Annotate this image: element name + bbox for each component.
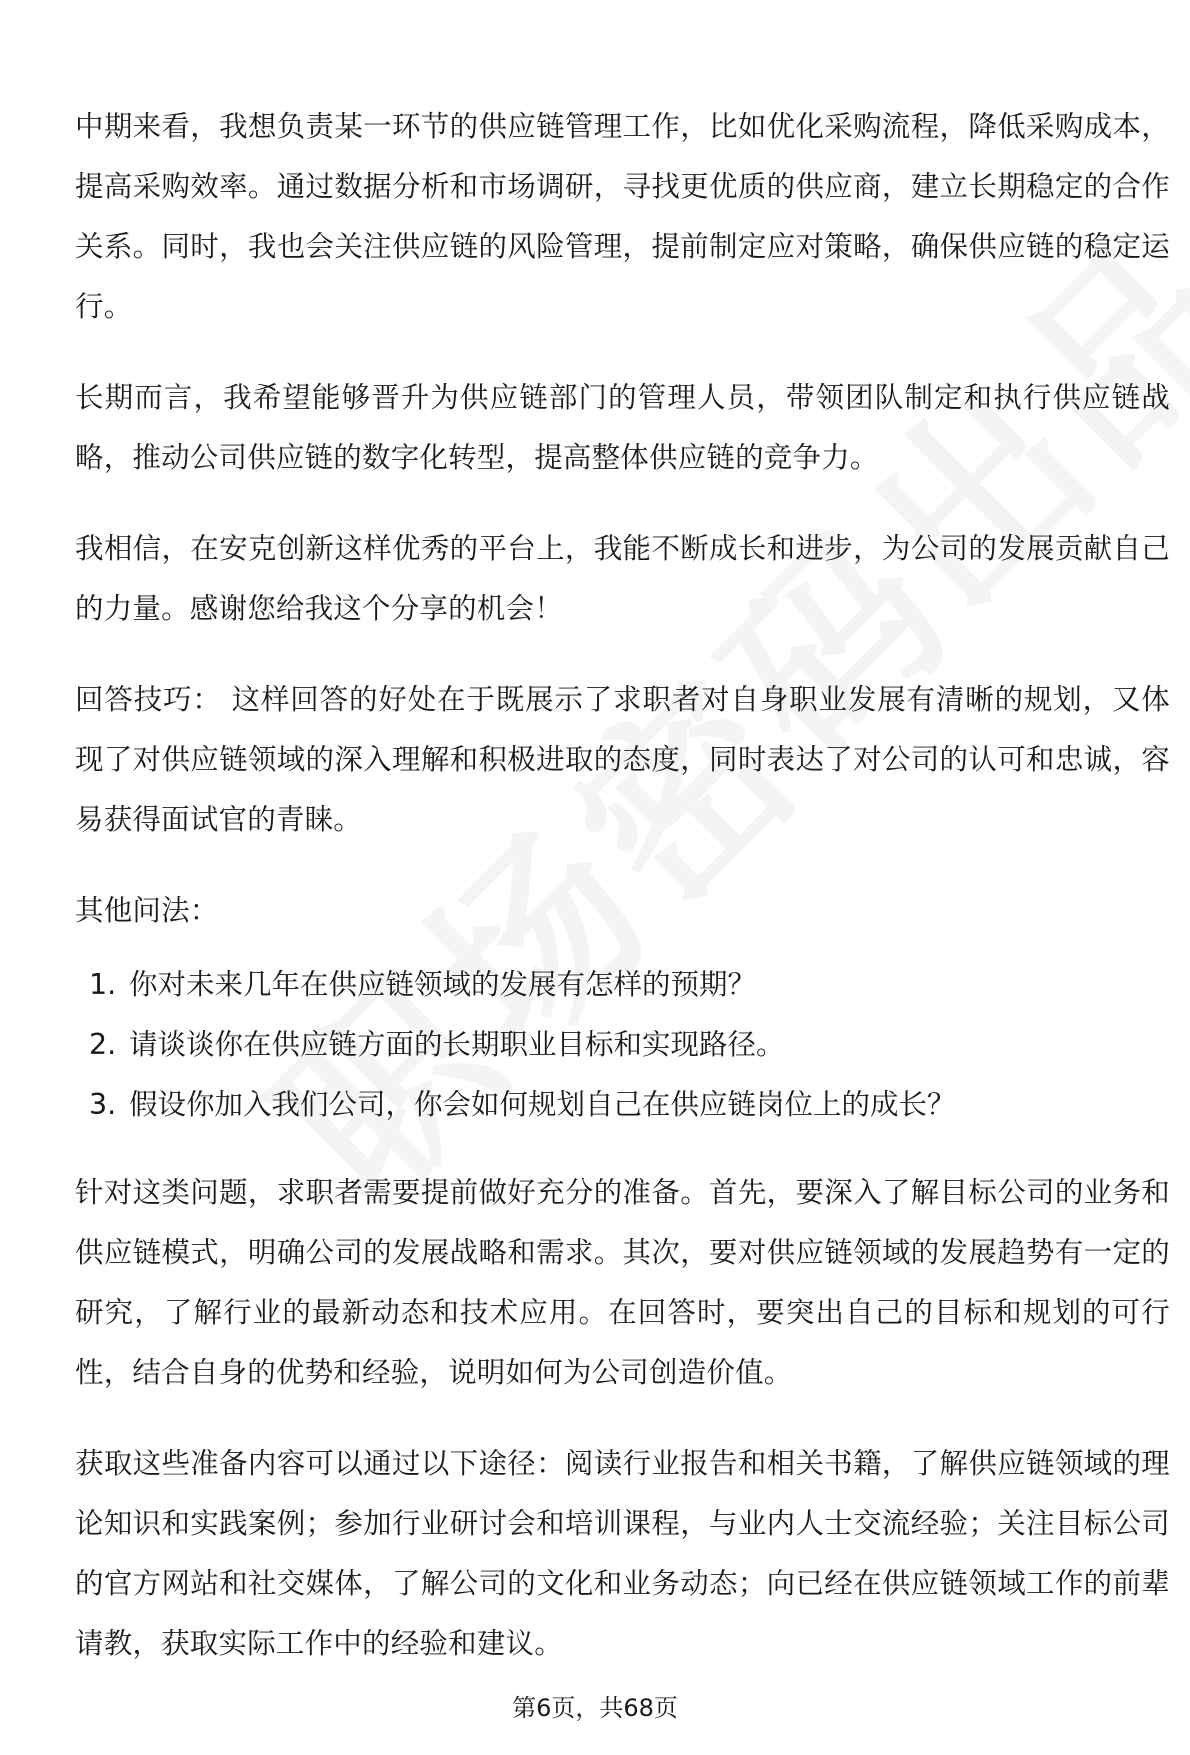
list-item-text: 请谈谈你在供应链方面的长期职业目标和实现路径。 [129,1028,785,1061]
page-number-footer: 第6页，共68页 [512,1694,678,1722]
paragraph-closing: 我相信，在安克创新这样优秀的平台上，我能不断成长和进步，为公司的发展贡献自己的力量。感谢您给我这个分享的机会！ [75,532,1170,625]
list-item-number: 2. [89,1028,117,1061]
list-item [75,1015,1170,1075]
list-item-text: 你对未来几年在供应链领域的发展有怎样的预期？ [129,968,757,1001]
document-body [75,97,1170,1705]
paragraph-mid-term: 中期来看，我想负责某一环节的供应链管理工作，比如优化采购流程，降低采购成本，提高采购效率。通过数据分析和市场调研，寻找更优质的供应商，建立长期稳定的合作关系。同时，我也会关注供应链的风险管理，提前制定应对策略，确保供应链的稳定运行。 [75,110,1170,323]
list-item-number: 3. [89,1088,117,1121]
list-item-number: 1. [89,968,117,1001]
paragraph-long-term: 长期而言，我希望能够晋升为供应链部门的管理人员，带领团队制定和执行供应链战略，推动公司供应链的数字化转型，提高整体供应链的竞争力。 [75,381,1170,474]
paragraph-sources: 获取这些准备内容可以通过以下途径：阅读行业报告和相关书籍，了解供应链领域的理论知识和实践案例；参加行业研讨会和培训课程，与业内人士交流经验；关注目标公司的官方网站和社交媒体，了解公司的文化和业务动态；向已经在供应链领域工作的前辈请教，获取实际工作中的经验和建议。 [75,1447,1170,1660]
list-item [75,955,1170,1015]
list-item [75,1075,1170,1135]
paragraph-other-questions-heading: 其他问法： [75,894,219,927]
list-item-text: 假设你加入我们公司，你会如何规划自己在供应链岗位上的成长？ [129,1088,956,1121]
other-questions-list [75,955,1170,1135]
paragraph-answer-tips: 回答技巧： 这样回答的好处在于既展示了求职者对自身职业发展有清晰的规划，又体现了对供应链领域的深入理解和积极进取的态度，同时表达了对公司的认可和忠诚，容易获得面试官的青睐。 [75,683,1170,836]
paragraph-preparation: 针对这类问题，求职者需要提前做好充分的准备。首先，要深入了解目标公司的业务和供应链模式，明确公司的发展战略和需求。其次，要对供应链领域的发展趋势有一定的研究，了解行业的最新动态和技术应用。在回答时，要突出自己的目标和规划的可行性，结合自身的优势和经验，说明如何为公司创造价值。 [75,1176,1170,1389]
